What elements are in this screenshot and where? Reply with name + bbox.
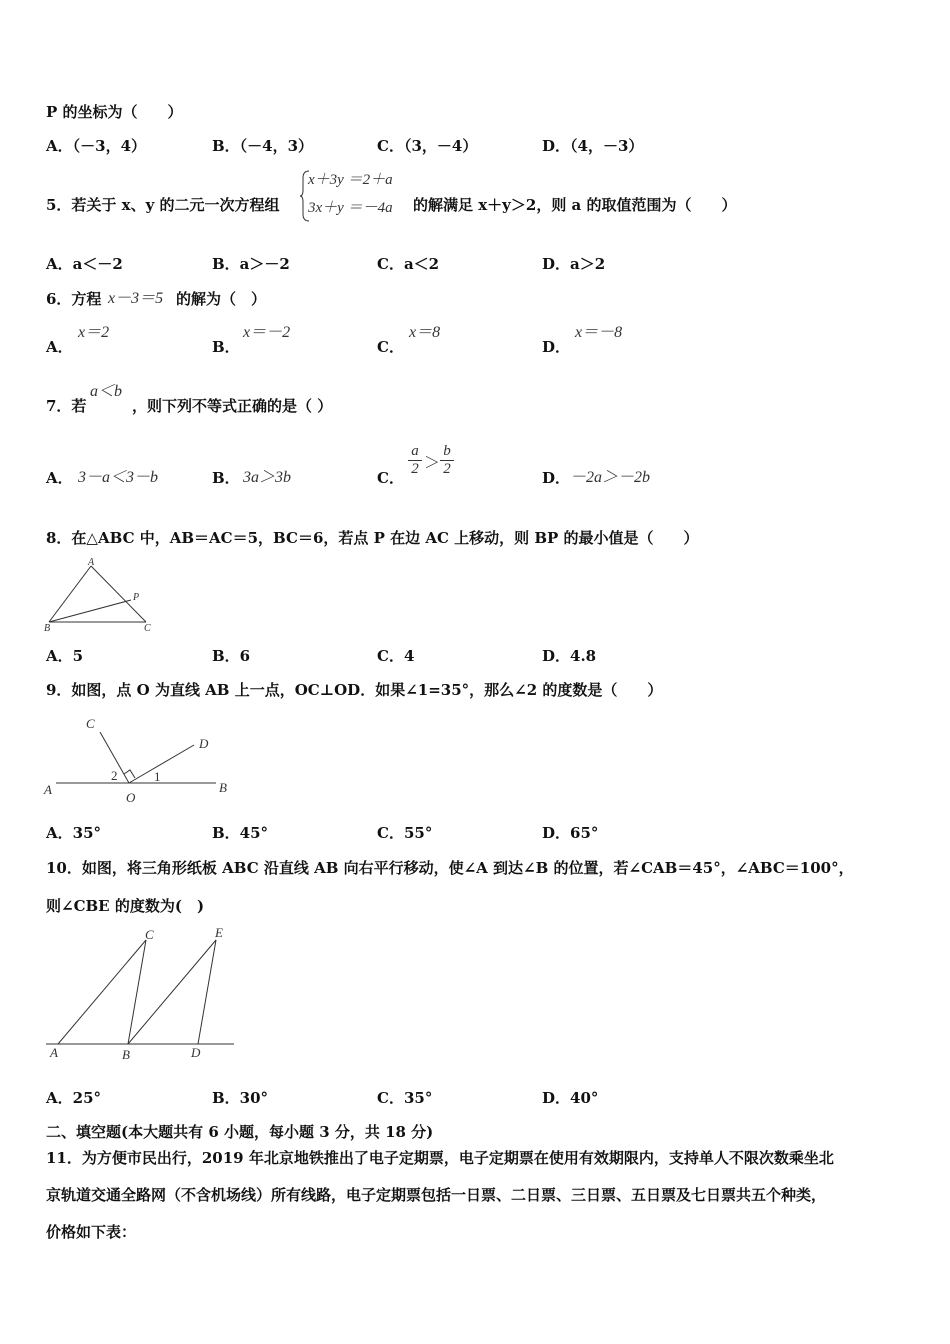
q11-line-1: 11．为方便市民出行，2019 年北京地铁推出了电子定期票，电子定期票在使用有效期限内，支持单人不限次数乘坐北	[46, 1149, 834, 1167]
q10-label-b: B	[122, 1047, 130, 1062]
q6-option-c-letter[interactable]: C．	[377, 338, 404, 356]
q4-option-c[interactable]: C．（3，－4）	[377, 137, 478, 155]
q7-option-d-value[interactable]: －2a＞－2b	[570, 469, 651, 486]
q10-option-a[interactable]: A．25°	[46, 1089, 102, 1107]
q9-option-b[interactable]: B．45°	[212, 824, 269, 842]
q6-option-a-letter[interactable]: A．	[46, 338, 73, 356]
q4-stem: P 的坐标为（ ）	[46, 103, 183, 121]
q7-option-c-letter[interactable]: C．	[377, 469, 404, 487]
q9-label-angle-1: 1	[154, 769, 161, 784]
q9-option-a[interactable]: A．35°	[46, 824, 102, 842]
q8-label-b: B	[44, 623, 51, 634]
q5-equation-1: x＋3y ＝2＋a	[308, 172, 393, 188]
q6-option-a-value[interactable]: x＝2	[78, 324, 110, 341]
q9-label-angle-2: 2	[111, 768, 118, 783]
q7-c-numerator-a: a	[411, 443, 419, 459]
q8-stem: 8．在△ABC 中，AB＝AC＝5，BC＝6，若点 P 在边 AC 上移动，则 BP 的最小值是（ ）	[46, 529, 699, 547]
q8-label-c: C	[144, 623, 151, 634]
q9-label-d: D	[199, 736, 209, 751]
q9-stem: 9．如图，点 O 为直线 AB 上一点，OC⊥OD．如果∠1=35°，那么∠2 的度数是（ ）	[46, 681, 663, 699]
q7-c-numerator-b: b	[443, 443, 451, 459]
q10-label-c: C	[145, 927, 154, 942]
q7-stem-pre: 7．若	[46, 397, 87, 415]
q5-equation-2: 3x＋y ＝－4a	[308, 200, 393, 216]
q10-translation-figure	[44, 922, 238, 1064]
q6-option-d-value[interactable]: x＝－8	[575, 324, 623, 341]
q8-option-a[interactable]: A．5	[46, 647, 84, 665]
q7-c-denominator-left: 2	[411, 461, 419, 477]
q9-label-a: A	[44, 782, 52, 797]
q9-label-b: B	[219, 780, 227, 795]
q7-option-c-fraction-right[interactable]	[440, 443, 454, 478]
q6-option-d-letter[interactable]: D．	[542, 338, 571, 356]
q6-stem-post: 的解为（ ）	[176, 290, 267, 308]
q10-option-c[interactable]: C．35°	[377, 1089, 433, 1107]
q7-option-b-value[interactable]: 3a＞3b	[243, 469, 292, 486]
q7-option-b-letter[interactable]: B．	[212, 469, 240, 487]
q5-option-b[interactable]: B．a＞－2	[212, 255, 290, 273]
q8-option-d[interactable]: D．4.8	[542, 647, 597, 665]
q8-triangle-figure	[44, 558, 156, 634]
section-heading-fill-blank: 二、填空题(本大题共有 6 小题，每小题 3 分，共 18 分)	[46, 1123, 434, 1141]
q5-option-d[interactable]: D．a＞2	[542, 255, 606, 273]
q8-option-c[interactable]: C．4	[377, 647, 415, 665]
q7-option-d-letter[interactable]: D．	[542, 469, 571, 487]
q11-line-3: 价格如下表：	[46, 1223, 137, 1241]
q10-option-b[interactable]: B．30°	[212, 1089, 269, 1107]
q10-stem-line-1: 10．如图，将三角形纸板 ABC 沿直线 AB 向右平行移动，使∠A 到达∠B 的位置，若∠CAB＝45°，∠ABC＝100°，	[46, 859, 854, 877]
q9-label-o: O	[126, 790, 136, 805]
q6-option-b-letter[interactable]: B．	[212, 338, 240, 356]
q8-option-b[interactable]: B．6	[212, 647, 251, 665]
q4-option-a[interactable]: A．（－3，4）	[46, 137, 147, 155]
q5-stem-pre: 5．若关于 x、y 的二元一次方程组	[46, 196, 280, 214]
q5-option-a[interactable]: A．a＜－2	[46, 255, 123, 273]
q7-option-a-letter[interactable]: A．	[46, 469, 73, 487]
q10-option-d[interactable]: D．40°	[542, 1089, 599, 1107]
q5-stem-post: 的解满足 x＋y＞2，则 a 的取值范围为（ ）	[413, 196, 737, 214]
q7-option-a-value[interactable]: 3－a＜3－b	[78, 469, 159, 486]
q5-option-c[interactable]: C．a＜2	[377, 255, 440, 273]
q7-c-denominator-right: 2	[443, 461, 451, 477]
q9-option-c[interactable]: C．55°	[377, 824, 433, 842]
q6-equation: x－3＝5	[108, 290, 164, 307]
q10-label-a: A	[50, 1045, 58, 1060]
q6-option-b-value[interactable]: x＝－2	[243, 324, 291, 341]
q7-condition: a＜b	[90, 383, 123, 400]
q7-stem-post: ，则下列不等式正确的是（ ）	[132, 397, 333, 415]
q9-label-c: C	[86, 716, 95, 731]
q8-label-a: A	[88, 557, 95, 568]
q8-label-p: P	[133, 592, 140, 603]
q4-option-d[interactable]: D．（4，－3）	[542, 137, 644, 155]
q9-angle-figure	[44, 712, 240, 807]
q4-option-b[interactable]: B．（－4，3）	[212, 137, 314, 155]
q6-option-c-value[interactable]: x＝8	[409, 324, 441, 341]
q10-stem-line-2: 则∠CBE 的度数为( )	[46, 897, 205, 915]
q6-stem-pre: 6．方程	[46, 290, 102, 308]
q9-option-d[interactable]: D．65°	[542, 824, 599, 842]
q7-option-c-operator: ＞	[424, 455, 441, 472]
q10-label-d: D	[191, 1045, 201, 1060]
q10-label-e: E	[215, 925, 223, 940]
q11-line-2: 京轨道交通全路网（不含机场线）所有线路，电子定期票包括一日票、二日票、三日票、五日票及七日票共五个种类，	[46, 1186, 827, 1204]
q7-option-c-fraction-left[interactable]	[408, 443, 422, 478]
